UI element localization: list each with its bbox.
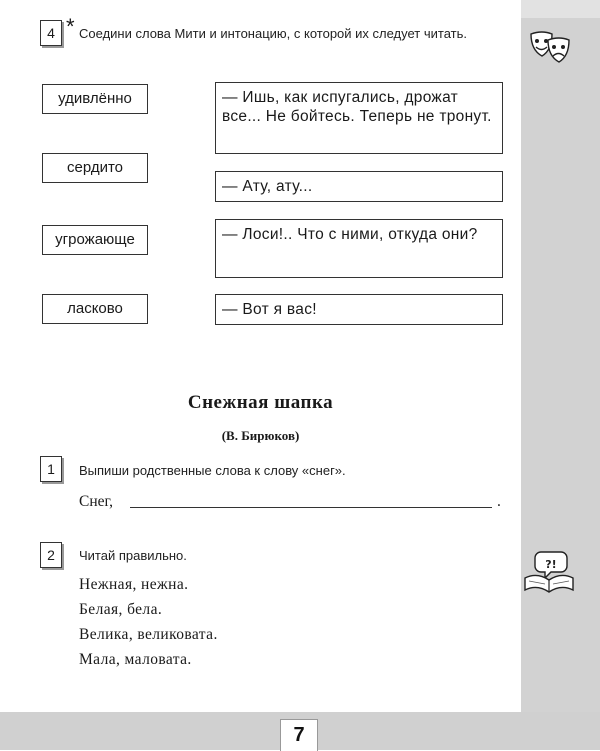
story-author: (В. Бирюков)	[221, 428, 300, 443]
phrase-box-1[interactable]: — Ишь, как испугались, дрожат все... Не бойтесь. Теперь не тронут.	[215, 82, 503, 154]
reading-line-4: Мала, маловата.	[79, 651, 192, 668]
intonation-box-angry[interactable]: сердито	[42, 153, 148, 183]
page-number: 7	[280, 719, 318, 751]
reading-line-2: Белая, бела.	[79, 601, 163, 618]
right-sidebar	[521, 0, 600, 750]
task2-number: 2	[40, 542, 62, 568]
task4-instruction: Соедини слова Мити и интонацию, с которой их следует читать.	[79, 26, 467, 41]
task2-instruction: Читай правильно.	[79, 548, 187, 563]
phrase-box-2[interactable]: — Ату, ату...	[215, 171, 503, 202]
story-title: Снежная шапка	[187, 392, 334, 413]
intonation-box-gentle[interactable]: ласково	[42, 294, 148, 324]
reading-line-1: Нежная, нежна.	[79, 576, 189, 593]
task1-answer-line[interactable]	[130, 507, 492, 508]
reading-line-3: Велика, великовата.	[79, 626, 218, 643]
intonation-box-surprised[interactable]: удивлённо	[42, 84, 148, 114]
open-book-speech-icon	[523, 548, 575, 594]
task4-star: *	[66, 14, 75, 39]
task1-number: 1	[40, 456, 62, 482]
task4-number: 4	[40, 20, 62, 46]
phrase-box-4[interactable]: — Вот я вас!	[215, 294, 503, 325]
phrase-box-3[interactable]: — Лоси!.. Что с ними, откуда они?	[215, 219, 503, 278]
task1-prefix: Снег,	[79, 493, 113, 510]
intonation-box-threatening[interactable]: угрожающе	[42, 225, 148, 255]
theater-masks-icon	[528, 28, 572, 66]
task1-suffix: .	[497, 493, 501, 510]
task1-instruction: Выпиши родственные слова к слову «снег».	[79, 463, 346, 478]
sidebar-top-band	[521, 0, 600, 18]
speech-bubble-text: ?!	[545, 558, 557, 571]
